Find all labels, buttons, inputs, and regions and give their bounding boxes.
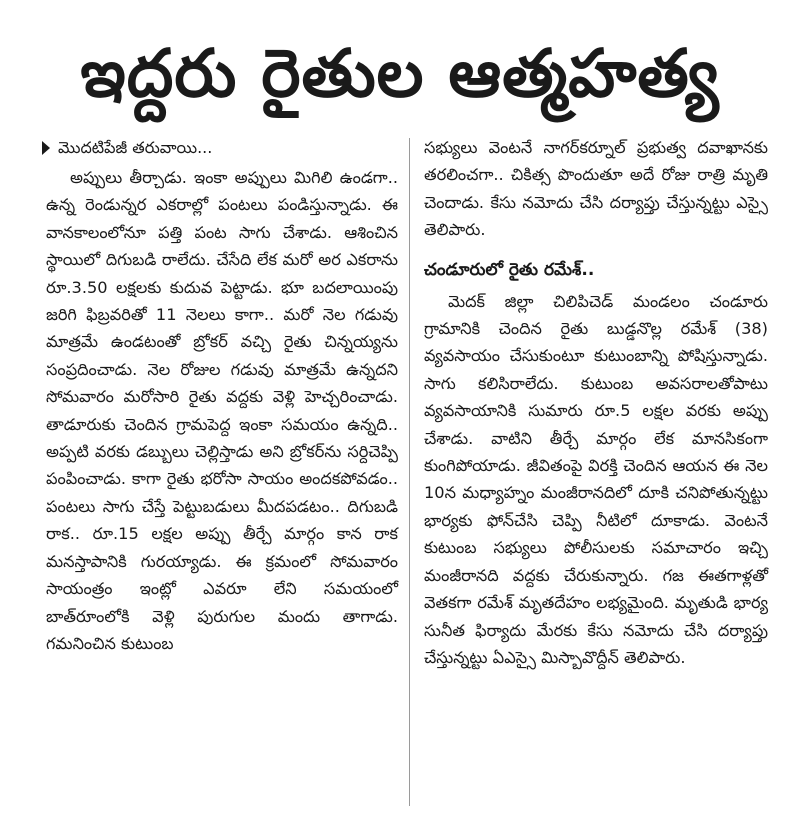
- right-paragraph-1: సభ్యులు వెంటనే నాగర్‌కర్నూల్ ప్రభుత్వ దవాఖానకు తరలించగా.. చికిత్స పొందుతూ అదే రోజు రాత్రి మృతి చెందాడు. కేసు నమోదు చేసి దర్యాప్తు చేస్తున్నట్టు ఎస్సై తెలిపారు.: [424, 138, 768, 240]
- continuation-text: మొదటిపేజీ తరువాయి...: [58, 138, 213, 158]
- column-divider: [409, 138, 410, 806]
- arrow-right-icon: [42, 141, 50, 155]
- continuation-marker: [46, 134, 398, 162]
- right-column: [424, 134, 768, 671]
- left-column: [46, 134, 398, 657]
- subheading: చండూరులో రైతు రమేశ్..: [424, 259, 595, 280]
- left-paragraph: అప్పులు తీర్చాడు. ఇంకా అప్పులు మిగిలి ఉండగా.. ఉన్న రెండున్నర ఎకరాల్లో పంటలు పండిస్తున్నాడు. ఈ వానకాలంలోనూ పత్తి పంట సాగు చేశాడు. ఆశించిన స్థాయిలో దిగుబడి రాలేదు. చేసేది లేక మరో అర ఎకరాను రూ.3.50 లక్షలకు కుదువ పెట్టాడు. భూ బదలాయింపు జరిగి ఫిబ్రవరితో 11 నెలలు కాగా.. మరో నెల గడువు మాత్రమే ఉండటంతో బ్రోకర్ వచ్చి రైతు చిన్నయ్యను సంప్రదించాడు. నెల రోజుల గడువు మాత్రమే ఉన్నదని సోమవారం మరోసారి రైతు వద్దకు వెళ్లి హెచ్చరించాడు. తాడూరుకు చెందిన గ్రామపెద్ద ఇంకా సమయం ఉన్నది.. అప్పటి వరకు డబ్బులు చెల్లిస్తాడు అని బ్రోకర్‌ను సర్దిచెప్పి పంపించాడు. కాగా రైతు భరోసా సాయం అందకపోవడం.. పంటలు సాగు చేస్తే పెట్టుబడులు మీదపడటం.. దిగుబడి రాక.. రూ.15 లక్షల అప్పు తీర్చే మార్గం కాన రాక మనస్తాపానికి గురయ్యాడు. ఈ క్రమంలో సోమవారం సాయంత్రం ఇంట్లో ఎవరూ లేని సమయంలో బాత్‌రూంలోకి వెళ్లి పురుగుల మందు తాగాడు. గమనించిన కుటుంబ: [46, 168, 398, 653]
- headline: ఇద్దరు రైతుల ఆత్మహత్య: [80, 35, 720, 112]
- right-paragraph-2: మెదక్ జిల్లా చిలిపిచెడ్ మండలం చండూరు గ్రామానికి చెందిన రైతు బుడ్డనొల్ల రమేశ్ (38) వ్యవసాయం చేసుకుంటూ కుటుంబాన్ని పోషిస్తున్నాడు. సాగు కలిసిరాలేదు. కుటుంబ అవసరాలతోపాటు వ్యవసాయానికి సుమారు రూ.5 లక్షల వరకు అప్పు చేశాడు. వాటిని తీర్చే మార్గం లేక మానసికంగా కుంగిపోయాడు. జీవితంపై విరక్తి చెందిన ఆయన ఈ నెల 10న మధ్యాహ్నం మంజీరానదిలో దూకి చనిపోతున్నట్టు భార్యకు ఫోన్‌చేసి చెప్పి నీటిలో దూకాడు. వెంటనే కుటుంబ సభ్యులు పోలీసులకు సమాచారం ఇచ్చి మంజీరానది వద్దకు చేరుకున్నారు. గజ ఈతగాళ్లతో వెతకగా రమేశ్ మృతదేహం లభ్యమైంది. మృతుడి భార్య సునీత ఫిర్యాదు మేరకు కేసు నమోదు చేసి దర్యాప్తు చేస్తున్నట్టు ఏఎస్సై మిస్బావొద్దీన్ తెలిపారు.: [424, 291, 768, 667]
